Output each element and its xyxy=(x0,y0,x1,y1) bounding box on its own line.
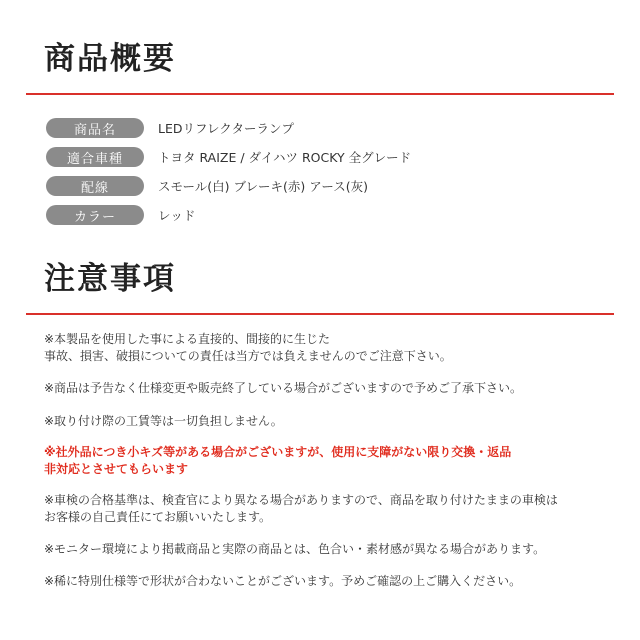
spec-label: 配線 xyxy=(46,176,144,196)
cautions-divider xyxy=(26,313,614,315)
caution-note-fitment xyxy=(44,573,624,590)
note-line: ※社外品につき小キズ等がある場合がございますが、使用に支障がない限り交換・返品 xyxy=(44,445,512,459)
spec-row-wiring xyxy=(46,176,368,196)
caution-note-spec-change xyxy=(44,380,624,397)
note-line: ※本製品を使用した事による直接的、間接的に生じた xyxy=(44,332,331,346)
caution-note-scratches xyxy=(44,444,624,478)
spec-value: レッド xyxy=(158,208,196,223)
note-line: 事故、損害、破損についての責任は当方では負えませんのでご注意下さい。 xyxy=(44,349,452,363)
note-line: ※モニター環境により掲載商品と実際の商品とは、色合い・素材感が異なる場合があります。 xyxy=(44,542,546,556)
overview-divider xyxy=(26,93,614,95)
note-line: ※稀に特別仕様等で形状が合わないことがございます。予めご確認の上ご購入ください。 xyxy=(44,574,522,588)
spec-value: LEDリフレクターランプ xyxy=(158,121,294,136)
caution-note-installation-fee xyxy=(44,413,624,430)
caution-note-inspection xyxy=(44,492,624,526)
note-line: 非対応とさせてもらいます xyxy=(44,462,189,476)
note-line: お客様の自己責任にてお願いいたします。 xyxy=(44,510,272,524)
overview-title: 商品概要 xyxy=(44,41,176,77)
spec-label: 商品名 xyxy=(46,118,144,138)
spec-row-color xyxy=(46,205,195,225)
caution-note-monitor-color xyxy=(44,541,624,558)
spec-value: スモール(白) ブレーキ(赤) アース(灰) xyxy=(158,179,368,194)
caution-note-liability xyxy=(44,331,624,365)
spec-label: カラー xyxy=(46,205,144,225)
note-line: ※車検の合格基準は、検査官により異なる場合がありますので、商品を取り付けたままの車検は xyxy=(44,493,558,507)
cautions-title: 注意事項 xyxy=(44,261,176,297)
spec-row-product-name xyxy=(46,118,294,138)
note-line: ※取り付け際の工賃等は一切負担しません。 xyxy=(44,414,283,428)
spec-label: 適合車種 xyxy=(46,147,144,167)
spec-row-compatible-vehicles xyxy=(46,147,411,167)
spec-value: トヨタ RAIZE / ダイハツ ROCKY 全グレード xyxy=(158,150,412,165)
note-line: ※商品は予告なく仕様変更や販売終了している場合がございますので予めご了承下さい。 xyxy=(44,381,523,395)
